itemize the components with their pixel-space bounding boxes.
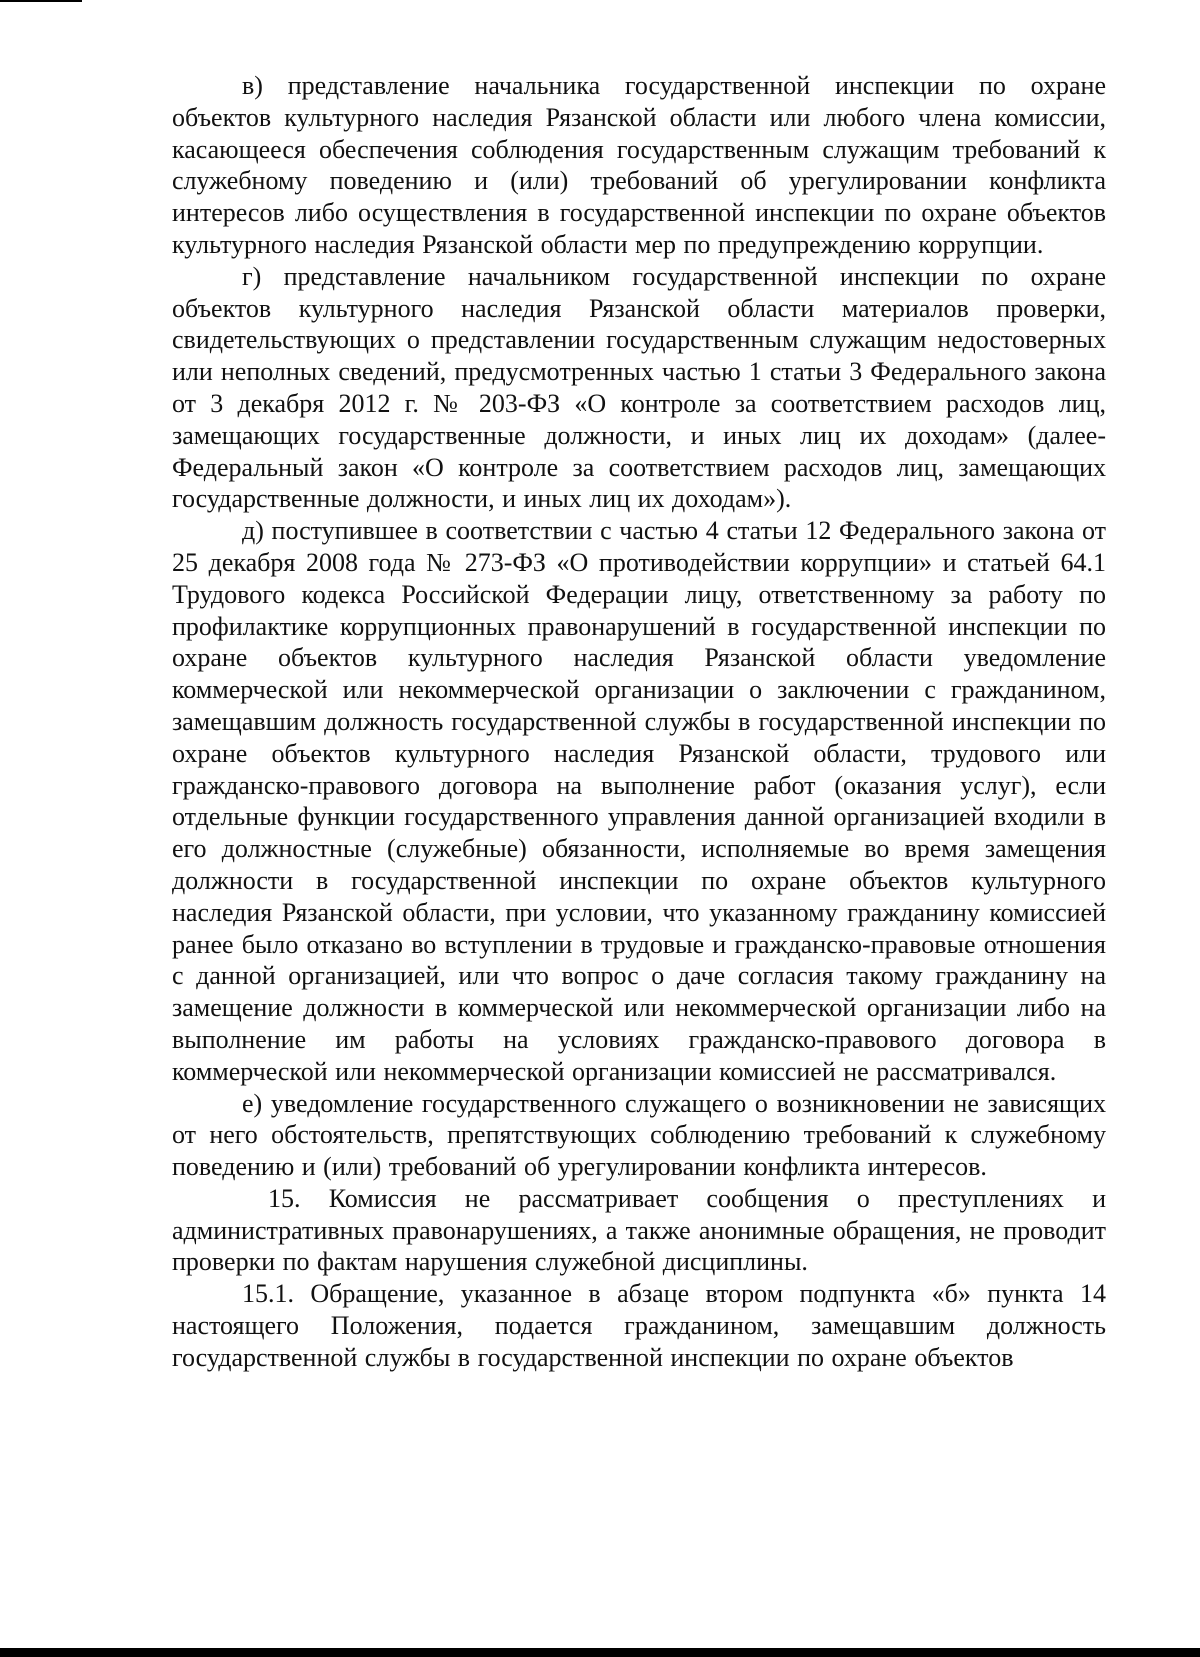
paragraph-15: 15. Комиссия не рассматривает сообщения о преступлениях и административных правонарушениях, а также анонимные обращения, не проводит проверки по фактам нарушения служебной дисциплины. — [172, 1183, 1106, 1277]
document-body — [172, 70, 1106, 1374]
scan-corner-mark — [0, 0, 82, 2]
paragraph-e: е) уведомление государственного служащего о возникновении не зависящих от него обстоятельств, препятствующих соблюдению требований к служебному поведению и (или) требований об урегулировании конфликта интересов. — [172, 1088, 1106, 1182]
paragraph-v: в) представление начальника государственной инспекции по охране объектов культурного наследия Рязанской области или любого члена комиссии, касающееся обеспечения соблюдения государственным служащим требований к служебному поведению и (или) требований об урегулировании конфликта интересов либо осуществления в государственной инспекции по охране объектов культурного наследия Рязанской области мер по предупреждению коррупции. — [172, 71, 1106, 259]
paragraph-d: д) поступившее в соответствии с частью 4 статьи 12 Федерального закона от 25 декабря 2008 года № 273-ФЗ «О противодействии коррупции» и статьей 64.1 Трудового кодекса Российской Федерации лицу, ответственному за работу по профилактике коррупционных правонарушений в государственной инспекции по охране объектов культурного наследия Рязанской области уведомление коммерческой или некоммерческой организации о заключении с гражданином, замещавшим должность государственной службы в государственной инспекции по охране объектов культурного наследия Рязанской области, трудового или гражданско-правового договора на выполнение работ (оказания услуг), если отдельные функции государственного управления данной организацией входили в его должностные (служебные) обязанности, исполняемые во время замещения должности в государственной инспекции по охране объектов культурного наследия Рязанской области, при условии, что указанному гражданину комиссией ранее было отказано во вступлении в трудовые и гражданско-правовые отношения с данной организацией, или что вопрос о даче согласия такому гражданину на замещение должности в коммерческой или некоммерческой организации либо на выполнение им работы на условиях гражданско-правового договора в коммерческой или некоммерческой организации комиссией не рассматривался. — [172, 516, 1106, 1086]
scan-bottom-border — [0, 1648, 1200, 1657]
paragraph-15-1: 15.1. Обращение, указанное в абзаце втором подпункта «б» пункта 14 настоящего Положения, подается гражданином, замещавшим должность государственной службы в государственной инспекции по охране объектов — [172, 1279, 1106, 1372]
paragraph-g: г) представление начальником государственной инспекции по охране объектов культурного наследия Рязанской области материалов проверки, свидетельствующих о представлении государственным служащим недостоверных или неполных сведений, предусмотренных частью 1 статьи 3 Федерального закона от 3 декабря 2012 г. № 203-ФЗ «О контроле за соответствием расходов лиц, замещающих государственные должности, и иных лиц их доходам» (далее- Федеральный закон «О контроле за соответствием расходов лиц, замещающих государственные должности, и иных лиц их доходам»). — [172, 261, 1106, 514]
